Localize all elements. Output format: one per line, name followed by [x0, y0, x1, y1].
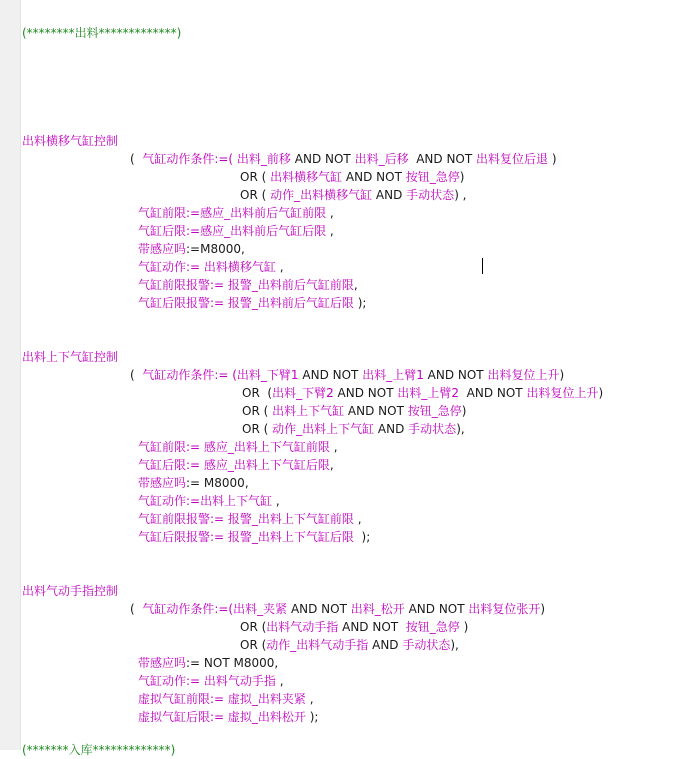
code-line: OR (动作_出料气动手指 AND 手动状态),	[240, 638, 459, 652]
code-line: 带感应吗:= M8000,	[138, 476, 249, 490]
code-line: 气缸前限报警:= 报警_出料前后气缸前限,	[138, 278, 358, 292]
code-line: OR ( 动作_出料横移气缸 AND 手动状态) ,	[240, 188, 467, 202]
code-line: 气缸后限:=感应_出料前后气缸后限 ,	[138, 224, 334, 238]
code-line: 带感应吗:=M8000,	[138, 242, 245, 256]
code-line: 气缸前限:= 感应_出料上下气缸前限 ,	[138, 440, 338, 454]
section-title: 出料上下气缸控制	[22, 350, 119, 364]
section-title: 出料气动手指控制	[22, 584, 119, 598]
code-line: 气缸后限:= 感应_出料上下气缸后限,	[138, 458, 334, 472]
code-line: 气缸动作:= 出料横移气缸 ,	[138, 260, 284, 274]
code-line: 气缸前限报警:= 报警_出料上下气缸前限 ,	[138, 512, 362, 526]
code-line: OR ( 出料上下气缸 AND NOT 按钮_急停)	[242, 404, 467, 418]
code-line: OR (出料_下臂2 AND NOT 出料_上臂2 AND NOT 出料复位上升)	[242, 386, 604, 400]
code-line: ( 气缸动作条件:=(出料_夹紧 AND NOT 出料_松开 AND NOT 出料复位张开)	[130, 602, 546, 616]
code-line: 气缸动作:=出料上下气缸 ,	[138, 494, 280, 508]
code-line: OR ( 动作_出料上下气缸 AND 手动状态),	[242, 422, 465, 436]
code-line: 带感应吗:= NOT M8000,	[138, 656, 279, 670]
code-line: 气缸后限报警:= 报警_出料上下气缸后限 );	[138, 530, 371, 544]
section-title: 出料横移气缸控制	[22, 134, 119, 148]
code-line: 气缸后限报警:= 报警_出料前后气缸后限 );	[138, 296, 367, 310]
code-line: 气缸前限:=感应_出料前后气缸前限 ,	[138, 206, 334, 220]
code-line: OR (出料气动手指 AND NOT 按钮_急停 )	[240, 620, 469, 634]
comment-line: (*******入库*************)	[22, 743, 176, 757]
code-line: 气缸动作:= 出料气动手指 ,	[138, 674, 284, 688]
code-line: ( 气缸动作条件:=( 出料_前移 AND NOT 出料_后移 AND NOT 出料复位后退 )	[130, 152, 557, 166]
comment-line: (********出料*************)	[22, 26, 182, 40]
code-line: 虚拟气缸后限:= 虚拟_出料松开 );	[138, 710, 319, 724]
text-cursor	[482, 258, 483, 274]
code-line: OR ( 出料横移气缸 AND NOT 按钮_急停)	[240, 170, 465, 184]
code-line: 虚拟气缸前限:= 虚拟_出料夹紧 ,	[138, 692, 314, 706]
code-line: ( 气缸动作条件:= (出料_下臂1 AND NOT 出料_上臂1 AND NOT 出料复位上升)	[130, 368, 565, 382]
